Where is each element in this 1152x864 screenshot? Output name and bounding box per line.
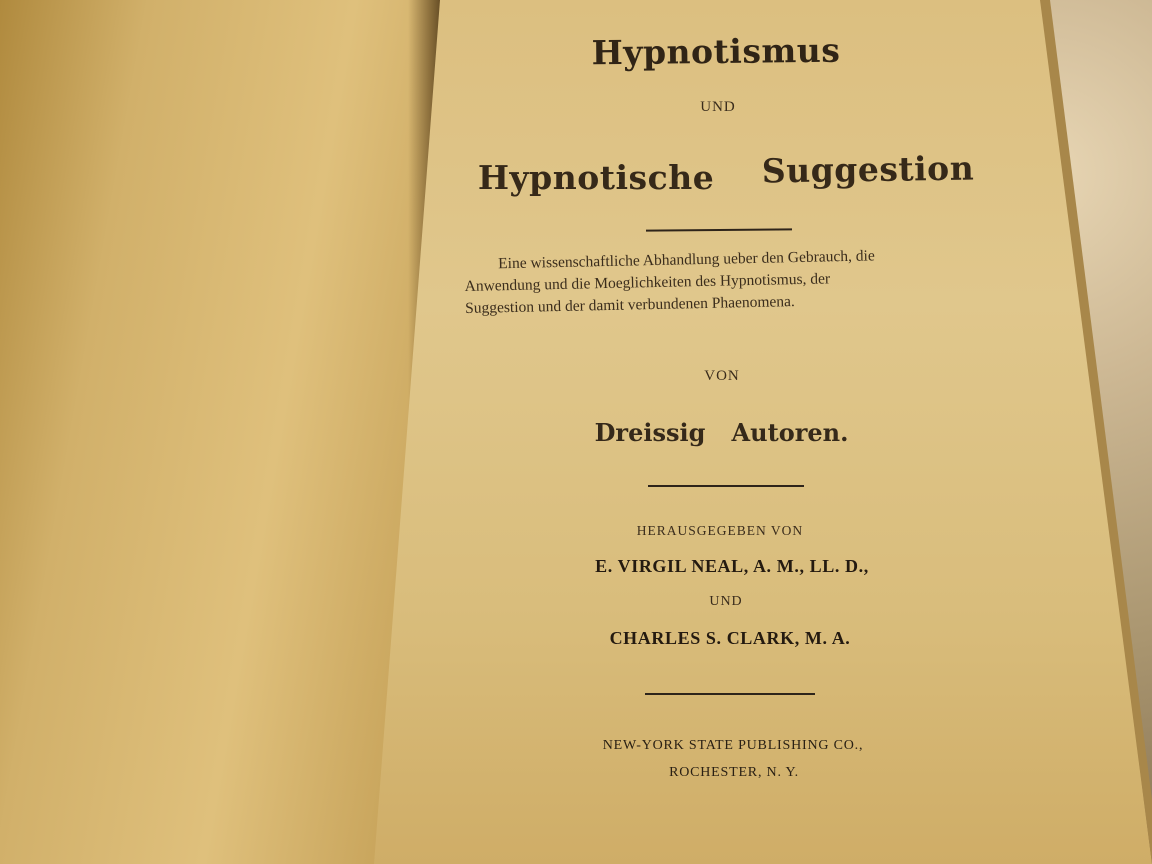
rule-3	[645, 693, 815, 695]
editor-two: CHARLES S. CLARK, M. A.	[609, 628, 851, 648]
und-connector: UND	[700, 99, 736, 115]
description-line: Eine wissenschaftliche Abhandlung ueber den Gebrauch, die	[498, 247, 875, 273]
publisher-place: ROCHESTER, N. Y.	[669, 765, 799, 780]
authors-right: Autoren.	[731, 418, 849, 447]
description-line: Anwendung und die Moeglichkeiten des Hypnotismus, der	[464, 270, 831, 295]
publisher: NEW-YORK STATE PUBLISHING CO.,	[602, 738, 864, 753]
editor-one: E. VIRGIL NEAL, A. M., LL. D.,	[595, 556, 869, 576]
und-connector-2: UND	[709, 594, 743, 609]
subtitle-right: Suggestion	[761, 148, 975, 191]
description-paragraph	[464, 243, 995, 320]
editors-heading: HERAUSGEGEBEN VON	[636, 523, 804, 538]
description-line: Suggestion und der damit verbundenen Phaenomena.	[464, 293, 795, 317]
von-connector: VON	[704, 368, 740, 384]
subtitle-left: Hypnotische	[477, 158, 715, 197]
book-title: Hypnotismus	[591, 30, 841, 73]
rule-1	[646, 228, 792, 231]
rule-2	[648, 485, 804, 487]
authors-left: Dreissig	[594, 418, 706, 447]
